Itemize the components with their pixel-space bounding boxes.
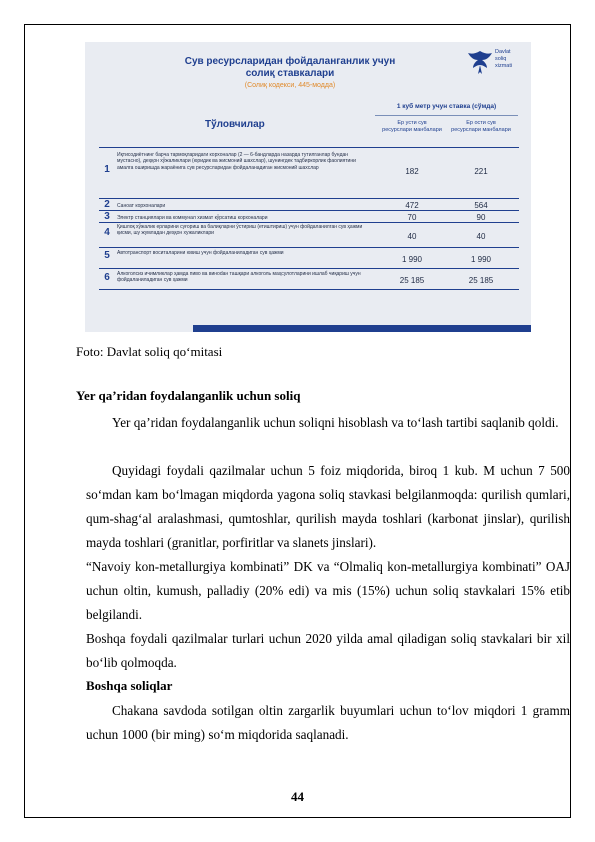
ground-rate: 1 990: [470, 255, 492, 264]
col-ground-water: Ер ости сув ресурслари манбалари: [451, 120, 511, 133]
paragraph-4: Boshqa foydali qazilmalar turlari uchun 2020 yilda amal qiladigan soliq stavkalari bir xil bo‘lib qolmoqda.: [86, 631, 570, 670]
row-description: Электр станциялари ва коммунал хизмат кўрсатиш корхоналари: [117, 215, 268, 221]
tax-committee-logo: [465, 46, 527, 78]
surface-rate: 182: [405, 167, 419, 176]
row-description: Иқтисодиётнинг барча тармоқларидаги корхоналар (2 — 6-бандларда назарда тутилганлар бундан мустасно), деҳқон хўжаликлари (юридик ва жисмоний шахслар), шунингдек тадбиркорлик фаолиятини амалга оширишда жараёнига сув ресурсларидан фойдаланадиган жисмоний шахслар: [117, 152, 356, 171]
infographic-title: [125, 56, 455, 92]
eagle-icon: [467, 48, 493, 76]
row-description: Автотранспорт воситаларини ювиш учун фойдаланиладиган сув ҳажми: [117, 250, 284, 256]
figure-caption: Foto: Davlat soliq qo‘mitasi: [76, 344, 223, 359]
surface-rate: 1 990: [401, 255, 423, 264]
ground-rate: 564: [474, 201, 488, 210]
subsection-heading: Boshqa soliqlar: [86, 678, 173, 693]
row-divider: [99, 210, 519, 211]
row-divider: [99, 147, 519, 148]
row-divider: [99, 289, 519, 290]
row-number: 5: [104, 250, 110, 261]
section-heading: Yer qa’ridan foydalanganlik uchun soliq: [76, 388, 301, 403]
row-description: Қишлоқ хўжалик ерларини суғориш ва балиқларни ўстириш (етиштириш) учун фойдаланилган сув ҳажми қисми, шу жумладан деҳқон хужаликлари: [117, 224, 363, 237]
row-number: 2: [104, 199, 110, 210]
paragraph-3: “Navoiy kon-metallurgiya kombinati” DK va “Olmaliq kon-metallurgiya kombinati” OAJ uchun oltin, kumush, palladiy (20% edi) va mis (15%) uchun soliq stavkalari 15% etib belgilandi.: [86, 559, 570, 622]
row-description: Алкоголсиз ичимликлар ҳамда пиво ва виноdан ташқари алкоголь маҳсулотларини ишлаб чиқариш учун фойдаланиладиган сув ҳажми: [117, 271, 361, 284]
row-divider: [99, 247, 519, 248]
row-number: 1: [104, 164, 110, 175]
payers-column-label: Тўловчилар: [205, 119, 265, 130]
ground-rate: 40: [476, 232, 486, 241]
logo-text: Davlat soliq xizmati: [495, 49, 513, 69]
ground-rate: 25 185: [468, 276, 494, 285]
surface-rate: 472: [405, 201, 419, 210]
row-description: Саноат корхоналари: [117, 203, 166, 209]
infographic-title-line1: Сув ресурсларидан фойдаланганлик учун: [184, 56, 396, 67]
paragraph-5: Chakana savdoda sotilgan oltin zargarlik buyumlari uchun to‘lov miqdori 1 gramm uchun 1000 (bir ming) so‘m miqdorida saqlanadi.: [86, 703, 570, 742]
paragraph-1: Yer qa’ridan foydalanganlik uchun soliqni hisoblash va to‘lash tartibi saqlanib qoldi.: [112, 415, 559, 430]
ground-rate: 90: [476, 213, 486, 222]
bottom-band: [193, 325, 531, 332]
tax-rates-infographic: [85, 42, 531, 332]
surface-rate: 25 185: [399, 276, 425, 285]
infographic-subtitle: (Солиқ кодекси, 445-модда): [244, 82, 336, 89]
row-number: 4: [104, 227, 110, 238]
page-number: 44: [291, 789, 304, 804]
infographic-title-line2: солиқ ставкалари: [245, 68, 335, 79]
paragraph-2: Quyidagi foydali qazilmalar uchun 5 foiz miqdorida, biroq 1 kub. M uchun 7 500 so‘mdan kam bo‘lmagan miqdorda yagona soliq stavkasi belgilanmoqda: qurilish qumlari, qum-shag‘al aralashmasi, qumtoshlar, qurilish mayda toshlari (karbonat jinslar), qurilish mayda toshlari (granitlar, porfiritlar va slanets jinslari).: [86, 463, 570, 550]
ground-rate: 221: [474, 167, 488, 176]
surface-rate: 40: [407, 232, 417, 241]
rate-header: 1 куб метр учун ставка (сўмда): [375, 99, 518, 116]
row-number: 6: [104, 272, 110, 283]
row-number: 3: [104, 211, 110, 222]
col-surface-water: Ер усти сув ресурслари манбалари: [382, 120, 442, 133]
row-divider: [99, 222, 519, 223]
row-divider: [99, 268, 519, 269]
surface-rate: 70: [407, 213, 417, 222]
row-divider: [99, 198, 519, 199]
